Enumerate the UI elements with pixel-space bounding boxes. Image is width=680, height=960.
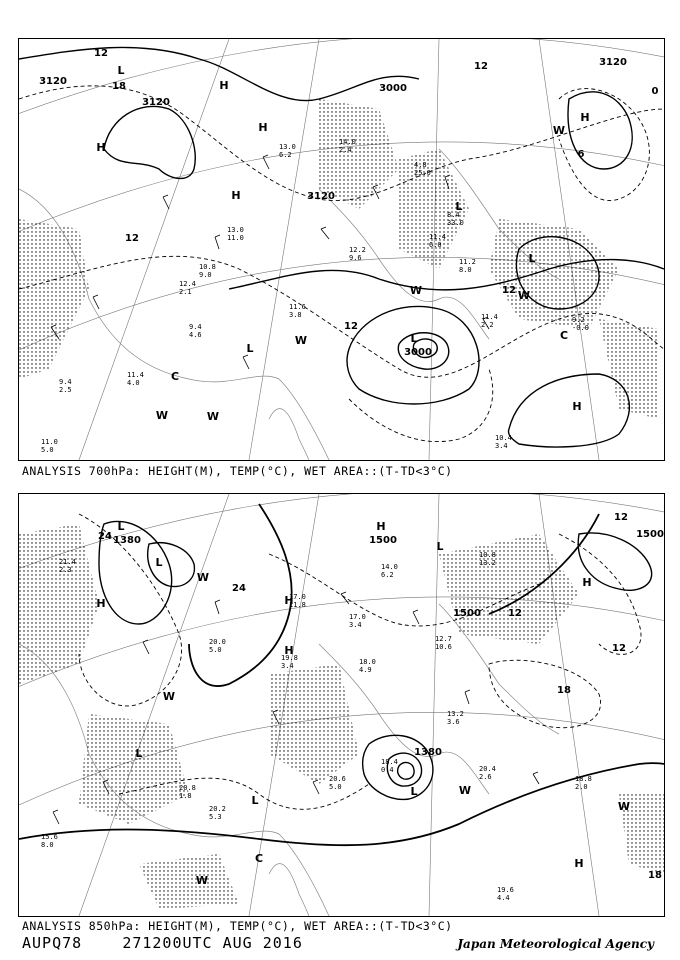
station-temp: 11.4 [481, 313, 498, 321]
contour-label: 3120 [142, 97, 170, 108]
station-temp: 17.0 [289, 593, 306, 601]
high-label: H [96, 597, 106, 610]
station-temp: 18.0 [359, 658, 376, 666]
map-700hpa [19, 39, 664, 460]
station-temp: 4.8 [414, 161, 427, 169]
high-label: H [572, 400, 582, 413]
low-label: L [410, 785, 418, 798]
station-temp: 20.6 [329, 775, 346, 783]
contour-label: 18 [112, 81, 126, 92]
low-label: L [155, 556, 163, 569]
high-label: H [284, 644, 294, 657]
station-dewpoint-depression: 5.0 [41, 446, 54, 454]
station-dewpoint-depression: 3.6 [447, 718, 460, 726]
station-temp: 10.4 [495, 434, 512, 442]
warm-label: W [155, 409, 169, 422]
contour-label: 24 [98, 531, 112, 542]
panel-850-caption: ANALYSIS 850hPa: HEIGHT(M), TEMP(°C), WET AREA::(T-TD<3°C) [22, 919, 453, 933]
contour-label: 3120 [307, 191, 335, 202]
low-label: L [455, 200, 463, 213]
station-dewpoint-depression: 9.0 [199, 271, 212, 279]
low-label: L [528, 252, 536, 265]
contour-label: 1500 [636, 529, 664, 540]
station-temp: 9.2 [572, 316, 585, 324]
contour-label: 12 [508, 608, 522, 619]
contour-label: 12 [344, 321, 358, 332]
high-label: H [580, 111, 590, 124]
station-temp: 11.4 [127, 371, 144, 379]
station-dewpoint-depression: 4.0 [127, 379, 140, 387]
station-temp: 20.2 [209, 805, 226, 813]
station-dewpoint-depression: 13.2 [479, 559, 496, 567]
high-label: H [574, 857, 584, 870]
station-dewpoint-depression: 5.0 [329, 783, 342, 791]
station-dewpoint-depression: 4.9 [359, 666, 372, 674]
contour-label: 1500 [369, 535, 397, 546]
warm-label: W [294, 334, 308, 347]
high-label: H [96, 141, 106, 154]
station-temp: 12.7 [435, 635, 452, 643]
station-temp: 13.0 [227, 226, 244, 234]
warm-label: W [162, 690, 176, 703]
valid-time: 271200UTC AUG 2016 [122, 934, 303, 952]
panel-700-caption: ANALYSIS 700hPa: HEIGHT(M), TEMP(°C), WET AREA::(T-TD<3°C) [22, 464, 453, 478]
low-label: L [117, 64, 125, 77]
contour-label: 0 [651, 86, 659, 97]
low-label: L [410, 332, 418, 345]
station-dewpoint-depression: 2.5 [59, 386, 72, 394]
station-temp: 14.0 [381, 563, 398, 571]
station-dewpoint-depression: 3.4 [495, 442, 508, 450]
low-label: L [135, 747, 143, 760]
station-temp: 12.4 [179, 280, 196, 288]
map-850hpa [19, 494, 664, 916]
high-label: H [582, 576, 592, 589]
station-temp: 13.2 [447, 710, 464, 718]
station-temp: 15.6 [41, 833, 58, 841]
station-temp: 19.6 [497, 886, 514, 894]
low-label: L [251, 794, 259, 807]
warm-label: W [206, 410, 220, 423]
contour-label: 12 [502, 285, 516, 296]
station-dewpoint-depression: 8.0 [459, 266, 472, 274]
station-temp: 17.0 [349, 613, 366, 621]
footer-product-line [22, 934, 303, 952]
station-dewpoint-depression: 11.8 [289, 601, 306, 609]
station-dewpoint-depression: 6.2 [279, 151, 292, 159]
product-code: AUPQ78 [22, 934, 83, 952]
station-dewpoint-depression: 2.6 [479, 773, 492, 781]
station-dewpoint-depression: 0.4 [381, 766, 394, 774]
contour-label: 12 [94, 48, 108, 59]
contour-label: 1500 [453, 608, 481, 619]
contour-label: 12 [125, 233, 139, 244]
station-dewpoint-depression: 5.3 [209, 813, 222, 821]
station-dewpoint-depression: 33.0 [447, 219, 464, 227]
warm-label: W [458, 784, 472, 797]
station-dewpoint-depression: 25.0 [414, 169, 431, 177]
station-temp: 18.8 [575, 775, 592, 783]
contour-label: 12 [474, 61, 488, 72]
station-temp: 14.0 [339, 138, 356, 146]
station-dewpoint-depression: 3.4 [281, 662, 294, 670]
high-label: H [231, 189, 241, 202]
station-temp: 8.4 [447, 211, 460, 219]
station-dewpoint-depression: 2.4 [339, 146, 352, 154]
station-dewpoint-depression: 11.0 [227, 234, 244, 242]
warm-label: W [617, 800, 631, 813]
high-label: H [376, 520, 386, 533]
station-temp: 20.4 [479, 765, 496, 773]
contour-label: 12 [614, 512, 628, 523]
map-panel-850hpa [18, 493, 665, 917]
low-label: L [436, 540, 444, 553]
station-temp: 11.0 [41, 438, 58, 446]
warm-label: W [195, 874, 209, 887]
station-dewpoint-depression: 2.1 [179, 288, 192, 296]
station-temp: 10.8 [479, 551, 496, 559]
warm-label: W [409, 284, 423, 297]
warm-label: W [552, 124, 566, 137]
station-dewpoint-depression: 6.2 [381, 571, 394, 579]
contour-label: 18 [648, 870, 662, 881]
station-dewpoint-depression: 8.0 [41, 841, 54, 849]
station-dewpoint-depression: 3.8 [289, 311, 302, 319]
agency-name: Japan Meteorological Agency [457, 937, 654, 951]
station-temp: 9.4 [189, 323, 202, 331]
low-label: L [246, 342, 254, 355]
cold-label: C [170, 370, 180, 383]
station-dewpoint-depression: 10.6 [435, 643, 452, 651]
station-temp: 10.8 [199, 263, 216, 271]
low-label: L [117, 520, 125, 533]
warm-label: W [196, 571, 210, 584]
station-dewpoint-depression: 3.4 [349, 621, 362, 629]
high-label: H [219, 79, 229, 92]
contour-label: 3120 [39, 76, 67, 87]
station-dewpoint-depression: 5.0 [209, 646, 222, 654]
station-dewpoint-depression: 2.2 [481, 321, 494, 329]
station-dewpoint-depression: 1.8 [179, 792, 192, 800]
station-dewpoint-depression: 6.0 [429, 241, 442, 249]
station-dewpoint-depression: 2.0 [575, 783, 588, 791]
station-temp: 9.4 [59, 378, 72, 386]
station-temp: 19.8 [281, 654, 298, 662]
contour-label: 6 [577, 149, 585, 160]
station-dewpoint-depression: -0.0 [572, 324, 589, 332]
station-temp: 11.4 [429, 233, 446, 241]
cold-label: C [254, 852, 264, 865]
warm-label: W [517, 289, 531, 302]
station-dewpoint-depression: 2.3 [59, 566, 72, 574]
cold-label: C [559, 329, 569, 342]
wet-area-stipple [19, 524, 664, 909]
station-temp: 11.2 [459, 258, 476, 266]
station-temp: 20.0 [209, 638, 226, 646]
map-panel-700hpa [18, 38, 665, 461]
station-temp: 20.8 [179, 784, 196, 792]
contour-label: 3000 [379, 83, 407, 94]
station-temp: 13.0 [279, 143, 296, 151]
station-temp: 18.4 [381, 758, 398, 766]
station-dewpoint-depression: 4.4 [497, 894, 510, 902]
station-temp: 12.2 [349, 246, 366, 254]
contour-label: 3120 [599, 57, 627, 68]
contour-label: 24 [232, 583, 246, 594]
high-label: H [258, 121, 268, 134]
contour-label: 1380 [414, 747, 442, 758]
station-temp: 11.6 [289, 303, 306, 311]
station-temp: 21.4 [59, 558, 76, 566]
contour-label: 1380 [113, 535, 141, 546]
station-dewpoint-depression: 9.6 [349, 254, 362, 262]
station-dewpoint-depression: 4.6 [189, 331, 202, 339]
contour-label: 18 [557, 685, 571, 696]
contour-label: 3000 [404, 347, 432, 358]
high-label: H [284, 594, 294, 607]
contour-label: 12 [612, 643, 626, 654]
